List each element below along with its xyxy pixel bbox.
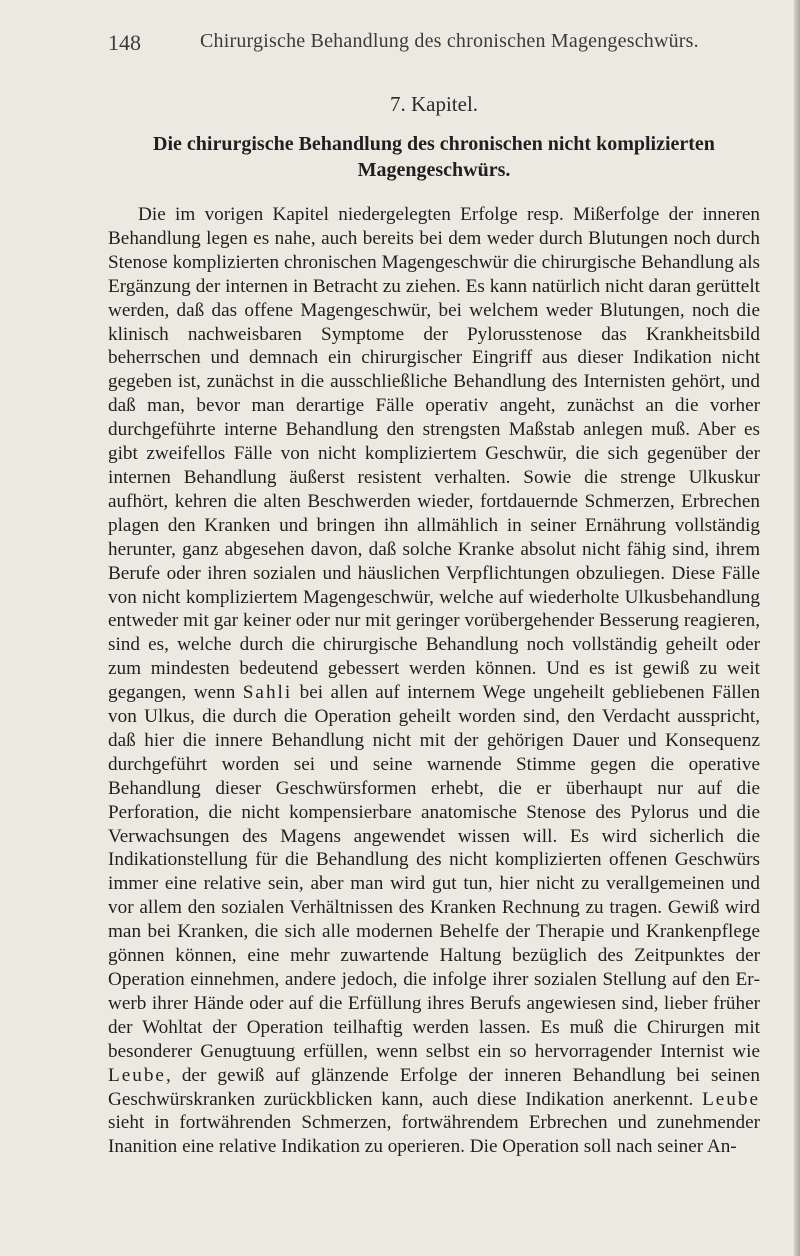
body-text <box>108 203 760 1159</box>
text-segment-4: sieht in fortwährenden Schmerzen, fortwährendem Erbrechen und zunehmender Inanition eine relative Indikation zu operieren. Die Operation soll nach seiner An- <box>108 1112 760 1158</box>
chapter-heading-line-1: Die chirurgische Behandlung des chronischen nicht komplizierten <box>153 133 715 155</box>
running-title: Chirurgische Behandlung des chronischen Magengeschwürs. <box>200 30 699 52</box>
running-head <box>108 22 760 58</box>
chapter-heading <box>108 131 760 183</box>
chapter-number: 7. Kapitel. <box>389 92 479 116</box>
text-segment-2: bei allen auf internem Wege ungeheilt gebliebenen Fällen von Ulkus, die durch die Operation geheilt worden sind, den Verdacht ausspricht, daß hier die innere Behandlung nicht mit der gehörigen Dauer und Konsequenz durchgeführt worden sei und seine warnende Stimme gegen die operative Behandlung dieser Geschwürsformen erhebt, die er überhaupt nur auf die Perforation, die nicht kompensierbare anatomische Stenose des Pylorus und die Verwachsungen des Magens angewendet wissen will. Es wird sicherlich die Indikationstellung für die Behandlung des nicht komplizierten offenen Geschwürs immer eine relative sein, aber man wird gut tun, hier nicht zu verallgemeinen und vor allem den sozialen Verhältnissen des Kranken Rechnung zu tragen. Gewiß wird man bei Kranken, die sich alle modernen Behelfe der Therapie und Krankenpflege gönnen können, eine mehr zuwartende Haltung bezüglich des Zeitpunktes der Operation einnehmen, andere jedoch, die infolge ihrer sozialen Stellung auf den Erwerb ihrer Hände oder auf die Erfüllung ihres Berufs angewiesen sind, lieber früher der Wohltat der Operation teilhaftig werden lassen. Es muß die Chirurgen mit besonderer Genugtuung erfüllen, wenn selbst ein so hervorragender Internist wie <box>108 682 760 1062</box>
text-segment-1: Die im vorigen Kapitel niedergelegten Erfolge resp. Mißerfolge der inneren Behandlung legen es nahe, auch bereits bei dem weder durch Blutungen noch durch Stenose komplizierten chronischen Magengeschwür die chirurgische Behandlung als Ergänzung der internen in Betracht zu ziehen. Es kann natürlich nicht daran gerüttelt werden, daß das offene Magengeschwür, bei welchem weder Blutungen, noch die klinisch nachweisbaren Symptome der Pylorusstenose das Krankheitsbild beherrschen und demnach ein chirurgischer Eingriff aus dieser Indikation nicht gegeben ist, zunächst in die ausschließliche Behandlung des Internisten gehört, und daß man, bevor man derartige Fälle operativ angeht, zunächst an die vorher durchgeführte interne Behandlung den strengsten Maßstab anlegen muß. Aber es gibt zweifellos Fälle von nicht kompliziertem Geschwür, die sich gegenüber der internen Behandlung äußerst resistent verhalten. Sowie die strenge Ulkuskur aufhört, kehren die alten Beschwerden wieder, fortdauernde Schmerzen, Erbrechen plagen den Kranken und bringen ihn allmählich in seiner Ernährung vollständig herunter, ganz abgesehen davon, daß solche Kranke absolut nicht fähig sind, ihrem Berufe oder ihren sozialen und häuslichen Verpflichtungen obzuliegen. Diese Fälle von nicht kompliziertem Magengeschwür, welche auf wiederholte Ulkusbehandlung entweder mit gar keiner oder nur mit geringer vorübergehender Besserung reagieren, sind es, welche durch die chirurgische Behandlung noch vollständig geheilt oder zum mindesten bedeutend gebessert werden können. Und es ist gewiß zu weit gegangen, wenn <box>108 204 760 704</box>
paragraph <box>108 203 760 1159</box>
author-name-leube-2: Leube <box>702 1088 761 1110</box>
author-name-sahli: Sahli <box>242 682 293 704</box>
page-number: 148 <box>108 30 141 55</box>
chapter-heading-line-2: Magengeschwürs. <box>357 159 511 181</box>
text-segment-3: , der gewiß auf glänzende Erfolge der inneren Behandlung bei seinen Geschwürskranken zurückblicken kann, auch diese Indikation anerkennt. <box>108 1064 760 1110</box>
author-name-leube-1: Leube <box>108 1064 166 1086</box>
